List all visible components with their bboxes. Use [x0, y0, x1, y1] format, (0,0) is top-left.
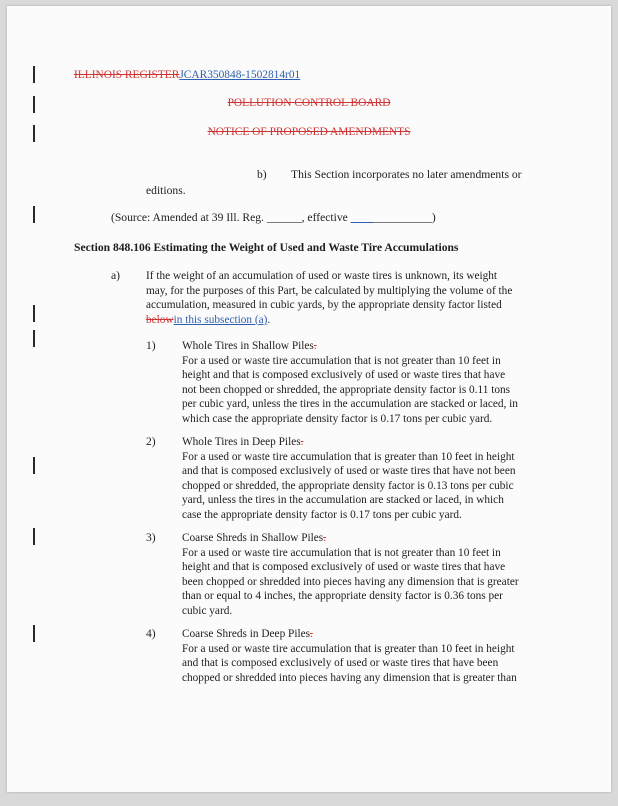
- subitem-4: Coarse Shreds in Deep Piles. For a used or waste tire accumulation that is greater than 10 feet in height and that is composed exclusively of used or waste tires that have been chopped or shredded into pieces having any dimension that is greater than: [182, 627, 602, 685]
- change-bar: [33, 625, 35, 642]
- register-deleted: ILLINOIS REGISTER: [74, 69, 180, 81]
- subitem-2-label: 2): [146, 435, 156, 448]
- item-b-text-cont: editions.: [146, 184, 186, 197]
- change-bar: [33, 330, 35, 347]
- inserted-text: in this subsection (a): [173, 313, 268, 326]
- item-a-text: If the weight of an accumulation of used or waste tires is unknown, its weight may, for the purposes of this Part, be calculated by multiplying the volume of the accumulation, measured in cubic yards, by the appropriate density factor listed belowin this subsection (a).: [146, 270, 513, 326]
- subitem-4-label: 4): [146, 627, 156, 640]
- source-note: (Source: Amended at 39 Ill. Reg. ______, effective ______________): [111, 211, 436, 224]
- board-title: POLLUTION CONTROL BOARD: [227, 97, 391, 109]
- change-bar: [33, 305, 35, 322]
- subitem-2-title: Whole Tires in Deep Piles.: [182, 436, 304, 448]
- source-blank-date: __________: [373, 211, 432, 224]
- subitem-2: Whole Tires in Deep Piles. For a used or waste tire accumulation that is greater than 10 feet in height and that is composed exclusively of used or waste tires that have not been chopped or shredded, the appropriate density factor is 0.13 tons per cubic yard, unless the tires in the accumulation are stacked or laced, in which case the appropriate density factor is 0.17 tons per cubic yard.: [182, 435, 602, 523]
- item-b-label: b): [257, 168, 267, 181]
- subitem-1-title: Whole Tires in Shallow Piles.: [182, 340, 317, 352]
- subitem-4-title: Coarse Shreds in Deep Piles.: [182, 628, 313, 640]
- deleted-text: below: [146, 313, 174, 326]
- change-bar: [33, 457, 35, 474]
- source-blank-inserted: ____: [350, 211, 374, 224]
- change-bar: [33, 206, 35, 223]
- register-header: [74, 69, 300, 81]
- subitem-1-label: 1): [146, 339, 156, 352]
- item-a-label: a): [111, 269, 121, 282]
- change-bar: [33, 528, 35, 545]
- item-b-text: This Section incorporates no later amendments or: [291, 168, 522, 181]
- notice-title: NOTICE OF PROPOSED AMENDMENTS: [207, 126, 411, 138]
- document-page: [7, 6, 611, 792]
- subitem-3: Coarse Shreds in Shallow Piles. For a used or waste tire accumulation that is not greater than 10 feet in height and that is composed exclusively of used or waste tires that have been chopped or shredded into pieces having any dimension that is greater than or equal to 4 inches, the appropriate density factor is 0.36 tons per cubic yard.: [182, 531, 602, 619]
- subitem-1: Whole Tires in Shallow Piles. For a used or waste tire accumulation that is not greater than 10 feet in height and that is composed exclusively of used or waste tires that have not been chopped or shredded, the appropriate density factor is 0.11 tons per cubic yard, unless the tires in the accumulation are stacked or laced, in which case the appropriate density factor is 0.17 tons per cubic yard.: [182, 339, 602, 427]
- change-bar: [33, 66, 35, 83]
- source-blank-reg: ______: [266, 211, 302, 224]
- subitem-3-label: 3): [146, 531, 156, 544]
- subitem-3-title: Coarse Shreds in Shallow Piles.: [182, 532, 327, 544]
- section-heading: Section 848.106 Estimating the Weight of Used and Waste Tire Accumulations: [74, 241, 459, 254]
- register-inserted: JCAR350848-1502814r01: [179, 69, 301, 81]
